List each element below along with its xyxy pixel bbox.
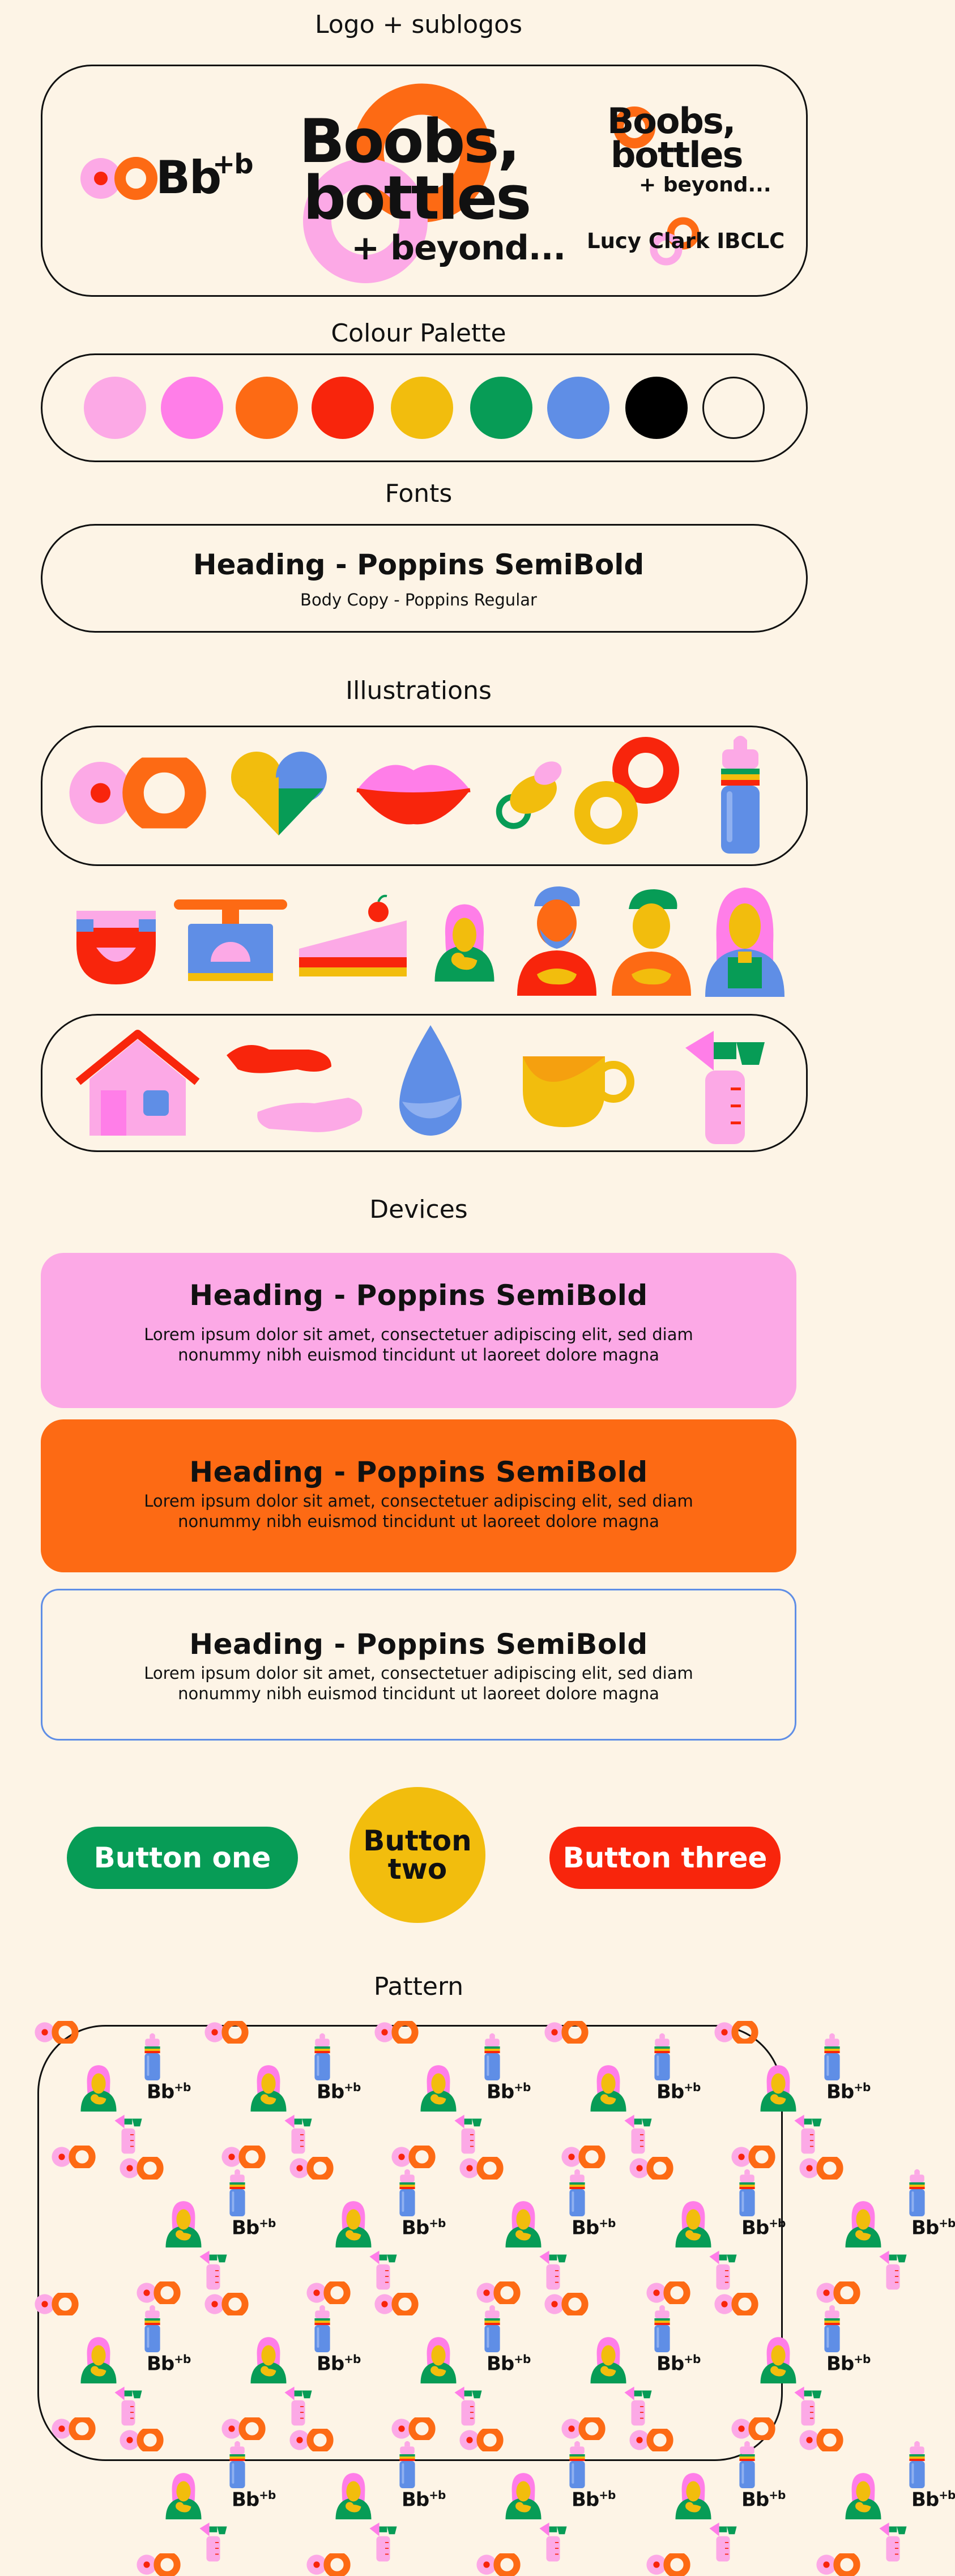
pattern-rings-icon	[118, 2429, 164, 2451]
pattern-rings-icon	[458, 2157, 504, 2180]
pattern-mother-icon	[583, 2061, 634, 2112]
pattern-mark-text: Bb	[911, 2488, 939, 2511]
pattern-mark-logo	[826, 2352, 870, 2375]
pattern-panel	[37, 2025, 955, 2511]
card-body-line2: nonummy nibh euismod tincidunt ut laoreet dolore magna	[178, 1512, 659, 1531]
pattern-bottle-icon	[651, 2304, 673, 2355]
lips-icon	[354, 756, 473, 827]
cake-icon	[293, 895, 412, 986]
pattern-rings-icon	[560, 2146, 606, 2168]
pattern-mark-sup: +b	[344, 2080, 361, 2094]
pattern-pump-icon	[453, 2383, 484, 2429]
pattern-rings-icon	[288, 2429, 334, 2451]
pattern-mark-logo	[911, 2488, 955, 2511]
linked-rings-icon	[566, 733, 685, 852]
pattern-mark-sup: +b	[939, 2216, 955, 2230]
pattern-mark-sup: +b	[259, 2488, 276, 2502]
section-title-devices: Devices	[369, 1195, 468, 1224]
pattern-mark-sup: +b	[514, 2352, 531, 2366]
pattern-mark-text: Bb	[317, 2080, 344, 2104]
pattern-bottle-icon	[906, 2168, 928, 2219]
pattern-rings-icon	[560, 2417, 606, 2440]
pattern-pump-icon	[877, 2519, 909, 2565]
pattern-mark-sup: +b	[174, 2080, 191, 2094]
pattern-rings-icon	[730, 2146, 775, 2168]
pattern-mark-text: Bb	[147, 2352, 174, 2375]
pattern-mark-sup: +b	[769, 2488, 786, 2502]
mark-logo-sup: +b	[212, 148, 253, 180]
pattern-pump-icon	[623, 2112, 654, 2157]
pattern-mother-icon	[498, 2468, 549, 2519]
pattern-mark-logo	[487, 2352, 530, 2375]
pattern-mother-icon	[668, 2197, 719, 2247]
pattern-rings-icon	[373, 2293, 419, 2315]
card-heading: Heading - Poppins SemiBold	[189, 1279, 648, 1312]
pattern-mark-logo	[826, 2080, 870, 2103]
pattern-rings-icon	[798, 2429, 843, 2451]
button-two[interactable]	[349, 1787, 485, 1923]
pattern-mark-logo	[741, 2488, 785, 2511]
color-swatch	[470, 377, 532, 439]
pattern-mother-icon	[838, 2468, 889, 2519]
pattern-mother-icon	[73, 2332, 124, 2383]
pattern-mother-icon	[413, 2061, 464, 2112]
card-heading: Heading - Poppins SemiBold	[189, 1628, 648, 1661]
pattern-rings-icon	[33, 2293, 79, 2315]
device-card-pink	[41, 1253, 796, 1408]
father-beard-icon	[514, 884, 599, 996]
pattern-pump-icon	[283, 2383, 314, 2429]
pattern-mark-logo	[572, 2488, 615, 2511]
pattern-bottle-icon	[736, 2440, 758, 2491]
main-logo-line3: + beyond...	[351, 228, 566, 268]
pattern-bottle-icon	[566, 2168, 589, 2219]
pattern-mark-text: Bb	[487, 2352, 514, 2375]
pattern-mark-logo	[402, 2216, 445, 2239]
pattern-mark-logo	[487, 2080, 530, 2103]
section-title-illustrations: Illustrations	[346, 676, 492, 705]
pattern-rings-icon	[798, 2157, 843, 2180]
pattern-pump-icon	[792, 2383, 824, 2429]
pattern-rings-icon	[815, 2281, 860, 2304]
pattern-rings-icon	[543, 2293, 589, 2315]
pattern-rings-icon	[645, 2553, 690, 2576]
pattern-mark-text: Bb	[402, 2216, 429, 2240]
pattern-mark-text: Bb	[826, 2352, 854, 2375]
pattern-mark-logo	[741, 2216, 785, 2239]
pattern-rings-icon	[390, 2146, 436, 2168]
pattern-mark-logo	[572, 2216, 615, 2239]
pattern-bottle-icon	[311, 2032, 334, 2083]
pattern-mark-text: Bb	[741, 2488, 769, 2511]
pattern-pump-icon	[538, 2519, 569, 2565]
pattern-mother-icon	[328, 2197, 379, 2247]
mother-baby-icon	[422, 882, 507, 996]
pattern-mark-sup: +b	[599, 2488, 616, 2502]
font-body-sample: Body Copy - Poppins Regular	[300, 590, 537, 609]
pattern-rings-icon	[645, 2281, 690, 2304]
father-green-icon	[609, 886, 694, 996]
pattern-mother-icon	[413, 2332, 464, 2383]
pattern-mother-icon	[583, 2332, 634, 2383]
color-swatch	[84, 377, 146, 439]
color-swatch	[547, 377, 609, 439]
device-card-outline	[41, 1589, 796, 1741]
pattern-mark-logo	[402, 2488, 445, 2511]
pattern-mark-text: Bb	[232, 2216, 259, 2240]
pattern-mark-text: Bb	[911, 2216, 939, 2240]
pattern-mark-logo	[911, 2216, 955, 2239]
color-swatch	[702, 377, 765, 439]
pattern-mark-sup: +b	[259, 2216, 276, 2230]
main-logo-line2: bottles	[303, 163, 530, 233]
pattern-mother-icon	[753, 2061, 804, 2112]
pattern-rings-icon	[135, 2553, 181, 2576]
pattern-mark-text: Bb	[572, 2216, 599, 2240]
pattern-mother-icon	[158, 2197, 209, 2247]
pattern-bottle-icon	[396, 2168, 419, 2219]
pattern-rings-icon	[305, 2281, 351, 2304]
diaper-icon	[74, 905, 159, 990]
pattern-mark-text: Bb	[572, 2488, 599, 2511]
pattern-mark-text: Bb	[317, 2352, 344, 2375]
pattern-pump-icon	[198, 2247, 229, 2293]
pattern-mark-text: Bb	[402, 2488, 429, 2511]
pattern-rings-icon	[118, 2157, 164, 2180]
pattern-rings-icon	[220, 2146, 266, 2168]
pattern-mark-sup: +b	[684, 2080, 701, 2094]
pattern-bottle-icon	[651, 2032, 673, 2083]
device-card-orange	[41, 1419, 796, 1572]
pattern-pump-icon	[368, 2247, 399, 2293]
pattern-rings-icon	[475, 2553, 521, 2576]
pattern-mother-icon	[668, 2468, 719, 2519]
pattern-bottle-icon	[481, 2032, 504, 2083]
pattern-rings-icon	[373, 2021, 419, 2044]
pattern-rings-icon	[50, 2146, 96, 2168]
pattern-rings-icon	[50, 2417, 96, 2440]
pattern-rings-icon	[203, 2021, 249, 2044]
pattern-rings-icon	[730, 2417, 775, 2440]
pattern-mother-icon	[73, 2061, 124, 2112]
pattern-mother-icon	[243, 2332, 294, 2383]
cup-icon	[520, 1051, 636, 1130]
pattern-pump-icon	[707, 2247, 739, 2293]
pattern-bottle-icon	[906, 2440, 928, 2491]
main-logo-line1: Boobs,	[299, 106, 519, 176]
pattern-mark-sup: +b	[514, 2080, 531, 2094]
pattern-bottle-icon	[311, 2304, 334, 2355]
pattern-pump-icon	[198, 2519, 229, 2565]
button-two-line1: Button	[363, 1824, 472, 1857]
color-swatch	[236, 377, 298, 439]
pattern-mark-text: Bb	[656, 2352, 684, 2375]
card-body-line1: Lorem ipsum dolor sit amet, consectetuer adipiscing elit, sed diam	[144, 1325, 693, 1344]
pattern-mark-text: Bb	[487, 2080, 514, 2104]
color-swatch	[391, 377, 453, 439]
pattern-bottle-icon	[821, 2032, 843, 2083]
pattern-mark-sup: +b	[684, 2352, 701, 2366]
pattern-mother-icon	[328, 2468, 379, 2519]
pattern-rings-icon	[628, 2429, 673, 2451]
pacifier-icon	[487, 753, 566, 833]
pattern-rings-icon	[475, 2281, 521, 2304]
baby-bottle-icon	[712, 735, 769, 859]
pattern-pump-icon	[283, 2112, 314, 2157]
font-heading-sample: Heading - Poppins SemiBold	[193, 548, 645, 581]
pattern-mark-logo	[656, 2352, 700, 2375]
pattern-mother-icon	[753, 2332, 804, 2383]
pattern-mark-sup: +b	[854, 2080, 871, 2094]
pattern-mark-text: Bb	[656, 2080, 684, 2104]
button-one[interactable]: Button one	[67, 1827, 298, 1889]
pattern-mark-text: Bb	[826, 2080, 854, 2104]
pattern-bottle-icon	[141, 2304, 164, 2355]
pattern-bottle-icon	[226, 2440, 249, 2491]
color-swatch	[161, 377, 223, 439]
small-logo-line2: bottles	[611, 134, 743, 176]
pattern-pump-icon	[623, 2383, 654, 2429]
color-swatch	[625, 377, 688, 439]
pattern-mother-icon	[158, 2468, 209, 2519]
pattern-rings-icon	[135, 2281, 181, 2304]
rings-logo-icon	[79, 153, 159, 204]
pattern-bottle-icon	[736, 2168, 758, 2219]
pattern-mark-sup: +b	[854, 2352, 871, 2366]
pattern-mark-logo	[656, 2080, 700, 2103]
section-title-logo: Logo + sublogos	[314, 10, 522, 39]
heart-icon	[229, 748, 329, 838]
pattern-mark-sup: +b	[939, 2488, 955, 2502]
card-heading: Heading - Poppins SemiBold	[189, 1456, 648, 1489]
pattern-rings-icon	[543, 2021, 589, 2044]
pattern-bottle-icon	[141, 2032, 164, 2083]
pattern-pump-icon	[453, 2112, 484, 2157]
pattern-mark-logo	[147, 2352, 190, 2375]
pattern-rings-icon	[33, 2021, 79, 2044]
pattern-rings-icon	[288, 2157, 334, 2180]
pattern-mark-logo	[232, 2216, 275, 2239]
pattern-rings-icon	[220, 2417, 266, 2440]
pattern-rings-icon	[390, 2417, 436, 2440]
drop-icon	[397, 1022, 464, 1141]
hands-icon	[224, 1035, 368, 1137]
pattern-pump-icon	[792, 2112, 824, 2157]
pattern-mother-icon	[838, 2197, 889, 2247]
rings-icon	[65, 750, 207, 835]
section-title-pattern: Pattern	[373, 1972, 464, 2001]
pattern-mark-sup: +b	[174, 2352, 191, 2366]
section-title-palette: Colour Palette	[331, 319, 506, 348]
pattern-rings-icon	[815, 2553, 860, 2576]
pattern-mark-sup: +b	[769, 2216, 786, 2230]
button-two-line2: two	[387, 1853, 447, 1886]
pattern-pump-icon	[368, 2519, 399, 2565]
pattern-bottle-icon	[821, 2304, 843, 2355]
section-title-fonts: Fonts	[385, 479, 453, 508]
pattern-mark-text: Bb	[741, 2216, 769, 2240]
pattern-bottle-icon	[481, 2304, 504, 2355]
pattern-mark-logo	[147, 2080, 190, 2103]
card-body-line2: nonummy nibh euismod tincidunt ut laoreet dolore magna	[178, 1684, 659, 1703]
pattern-pump-icon	[877, 2247, 909, 2293]
pattern-mark-text: Bb	[232, 2488, 259, 2511]
breast-pump-icon	[680, 1025, 770, 1150]
pattern-mark-sup: +b	[429, 2488, 446, 2502]
pattern-mother-icon	[498, 2197, 549, 2247]
pattern-bottle-icon	[396, 2440, 419, 2491]
mother-pink-icon	[705, 881, 785, 997]
name-logo-text: Lucy Clark IBCLC	[587, 229, 785, 253]
pattern-mark-sup: +b	[344, 2352, 361, 2366]
pattern-mark-logo	[232, 2488, 275, 2511]
pattern-mother-icon	[243, 2061, 294, 2112]
card-body-line1: Lorem ipsum dolor sit amet, consectetuer adipiscing elit, sed diam	[144, 1491, 693, 1511]
button-three[interactable]: Button three	[549, 1827, 781, 1889]
pattern-pump-icon	[707, 2519, 739, 2565]
color-swatch	[312, 377, 374, 439]
pattern-mark-text: Bb	[147, 2080, 174, 2104]
scale-icon	[171, 899, 290, 984]
small-logo-line3: + beyond...	[639, 173, 771, 197]
pattern-pump-icon	[538, 2247, 569, 2293]
card-body-line1: Lorem ipsum dolor sit amet, consectetuer adipiscing elit, sed diam	[144, 1664, 693, 1683]
pattern-rings-icon	[305, 2553, 351, 2576]
pattern-rings-icon	[203, 2293, 249, 2315]
pattern-mark-sup: +b	[429, 2216, 446, 2230]
pattern-mark-sup: +b	[599, 2216, 616, 2230]
pattern-rings-icon	[628, 2157, 673, 2180]
pattern-bottle-icon	[566, 2440, 589, 2491]
small-logo-line1: Boobs,	[607, 100, 735, 142]
pattern-pump-icon	[113, 2383, 144, 2429]
pattern-mark-logo	[317, 2352, 360, 2375]
pattern-rings-icon	[713, 2021, 758, 2044]
card-body-line2: nonummy nibh euismod tincidunt ut laoreet dolore magna	[178, 1345, 659, 1364]
mark-logo-text: Bb	[156, 151, 221, 204]
pattern-bottle-icon	[226, 2168, 249, 2219]
pattern-mark-logo	[317, 2080, 360, 2103]
pattern-pump-icon	[113, 2112, 144, 2157]
pattern-rings-icon	[458, 2429, 504, 2451]
house-icon	[73, 1028, 203, 1136]
pattern-rings-icon	[713, 2293, 758, 2315]
